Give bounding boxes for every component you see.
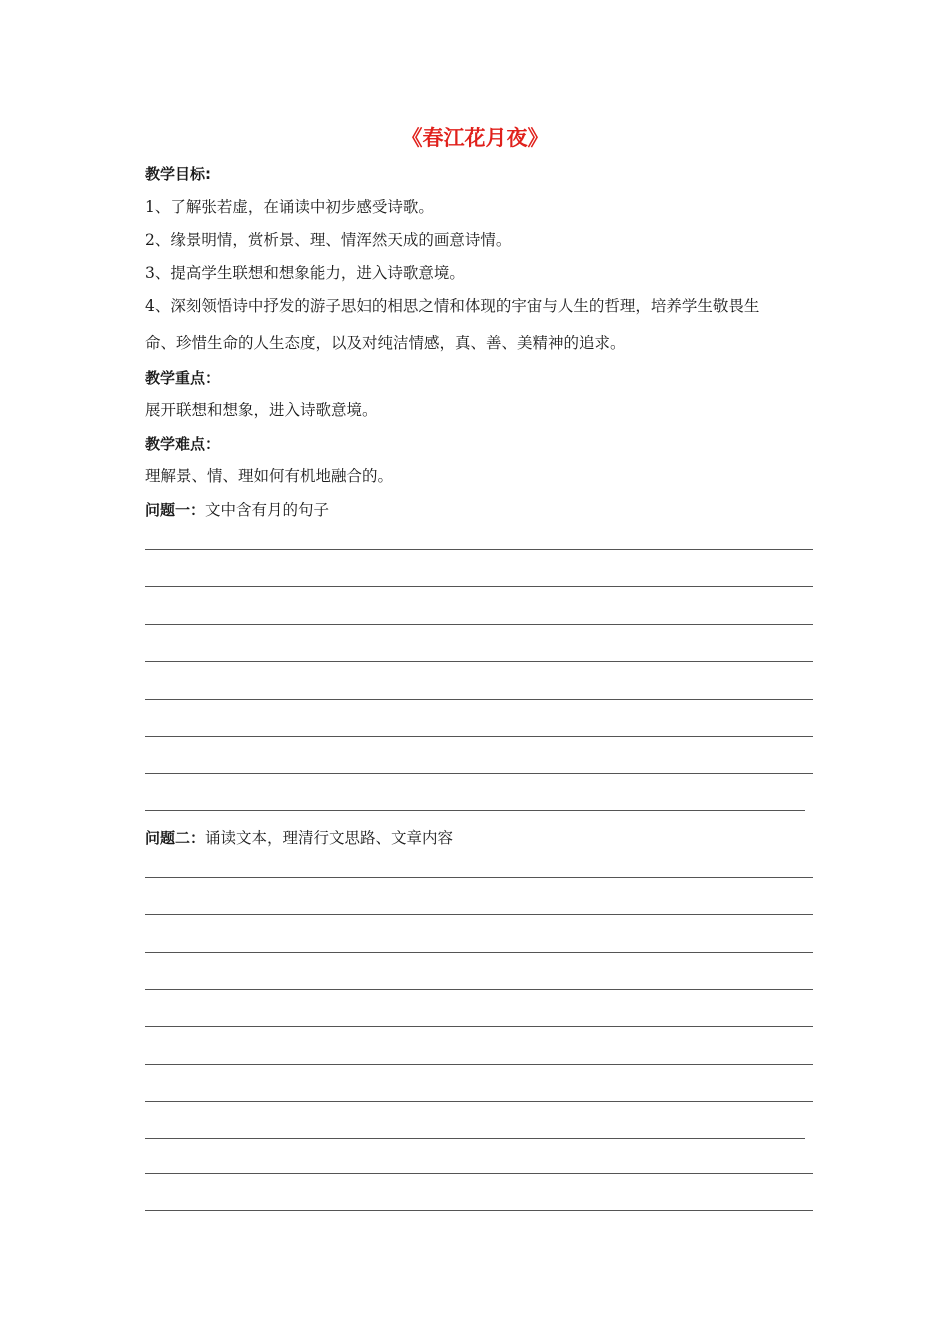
key-point-heading: 教学重点： <box>145 369 221 387</box>
objectives-heading: 教学目标: <box>145 165 211 183</box>
answer-line[interactable] <box>145 914 813 915</box>
answer-line[interactable] <box>145 661 813 662</box>
answer-line[interactable] <box>145 1210 813 1211</box>
question-two <box>145 826 453 850</box>
answer-line[interactable] <box>145 699 813 700</box>
answer-line[interactable] <box>145 1026 813 1027</box>
answer-line[interactable] <box>145 624 813 625</box>
question-two-label: 问题二： <box>145 829 206 847</box>
question-one <box>145 498 329 522</box>
answer-line[interactable] <box>145 1064 813 1065</box>
question-one-text: 文中含有月的句子 <box>205 501 330 519</box>
answer-line[interactable] <box>145 1173 813 1174</box>
objective-item-4-continued: 命、珍惜生命的人生态度，以及对纯洁情感，真、善、美精神的追求。 <box>145 334 626 352</box>
document-title: 《春江花月夜》 <box>401 126 549 150</box>
key-point-text: 展开联想和想象，进入诗歌意境。 <box>145 401 378 419</box>
answer-line[interactable] <box>145 773 813 774</box>
objective-item-2: 2、缘景明情，赏析景、理、情浑然天成的画意诗情。 <box>145 231 512 249</box>
answer-line[interactable] <box>145 810 805 811</box>
answer-line[interactable] <box>145 989 813 990</box>
answer-line[interactable] <box>145 736 813 737</box>
difficulty-heading: 教学难点： <box>145 435 221 453</box>
answer-line[interactable] <box>145 877 813 878</box>
objective-item-1: 1、了解张若虚，在诵读中初步感受诗歌。 <box>145 198 434 216</box>
difficulty-text: 理解景、情、理如何有机地融合的。 <box>145 467 394 485</box>
answer-line[interactable] <box>145 586 813 587</box>
objective-item-4: 4、深刻领悟诗中抒发的游子思妇的相思之情和体现的宇宙与人生的哲理，培养学生敬畏生 <box>145 297 760 315</box>
objective-item-3: 3、提高学生联想和想象能力，进入诗歌意境。 <box>145 264 465 282</box>
question-two-text: 诵读文本，理清行文思路、文章内容 <box>205 829 454 847</box>
answer-line[interactable] <box>145 1138 805 1139</box>
answer-line[interactable] <box>145 1101 813 1102</box>
question-one-label: 问题一： <box>145 501 206 519</box>
answer-line[interactable] <box>145 549 813 550</box>
answer-line[interactable] <box>145 952 813 953</box>
